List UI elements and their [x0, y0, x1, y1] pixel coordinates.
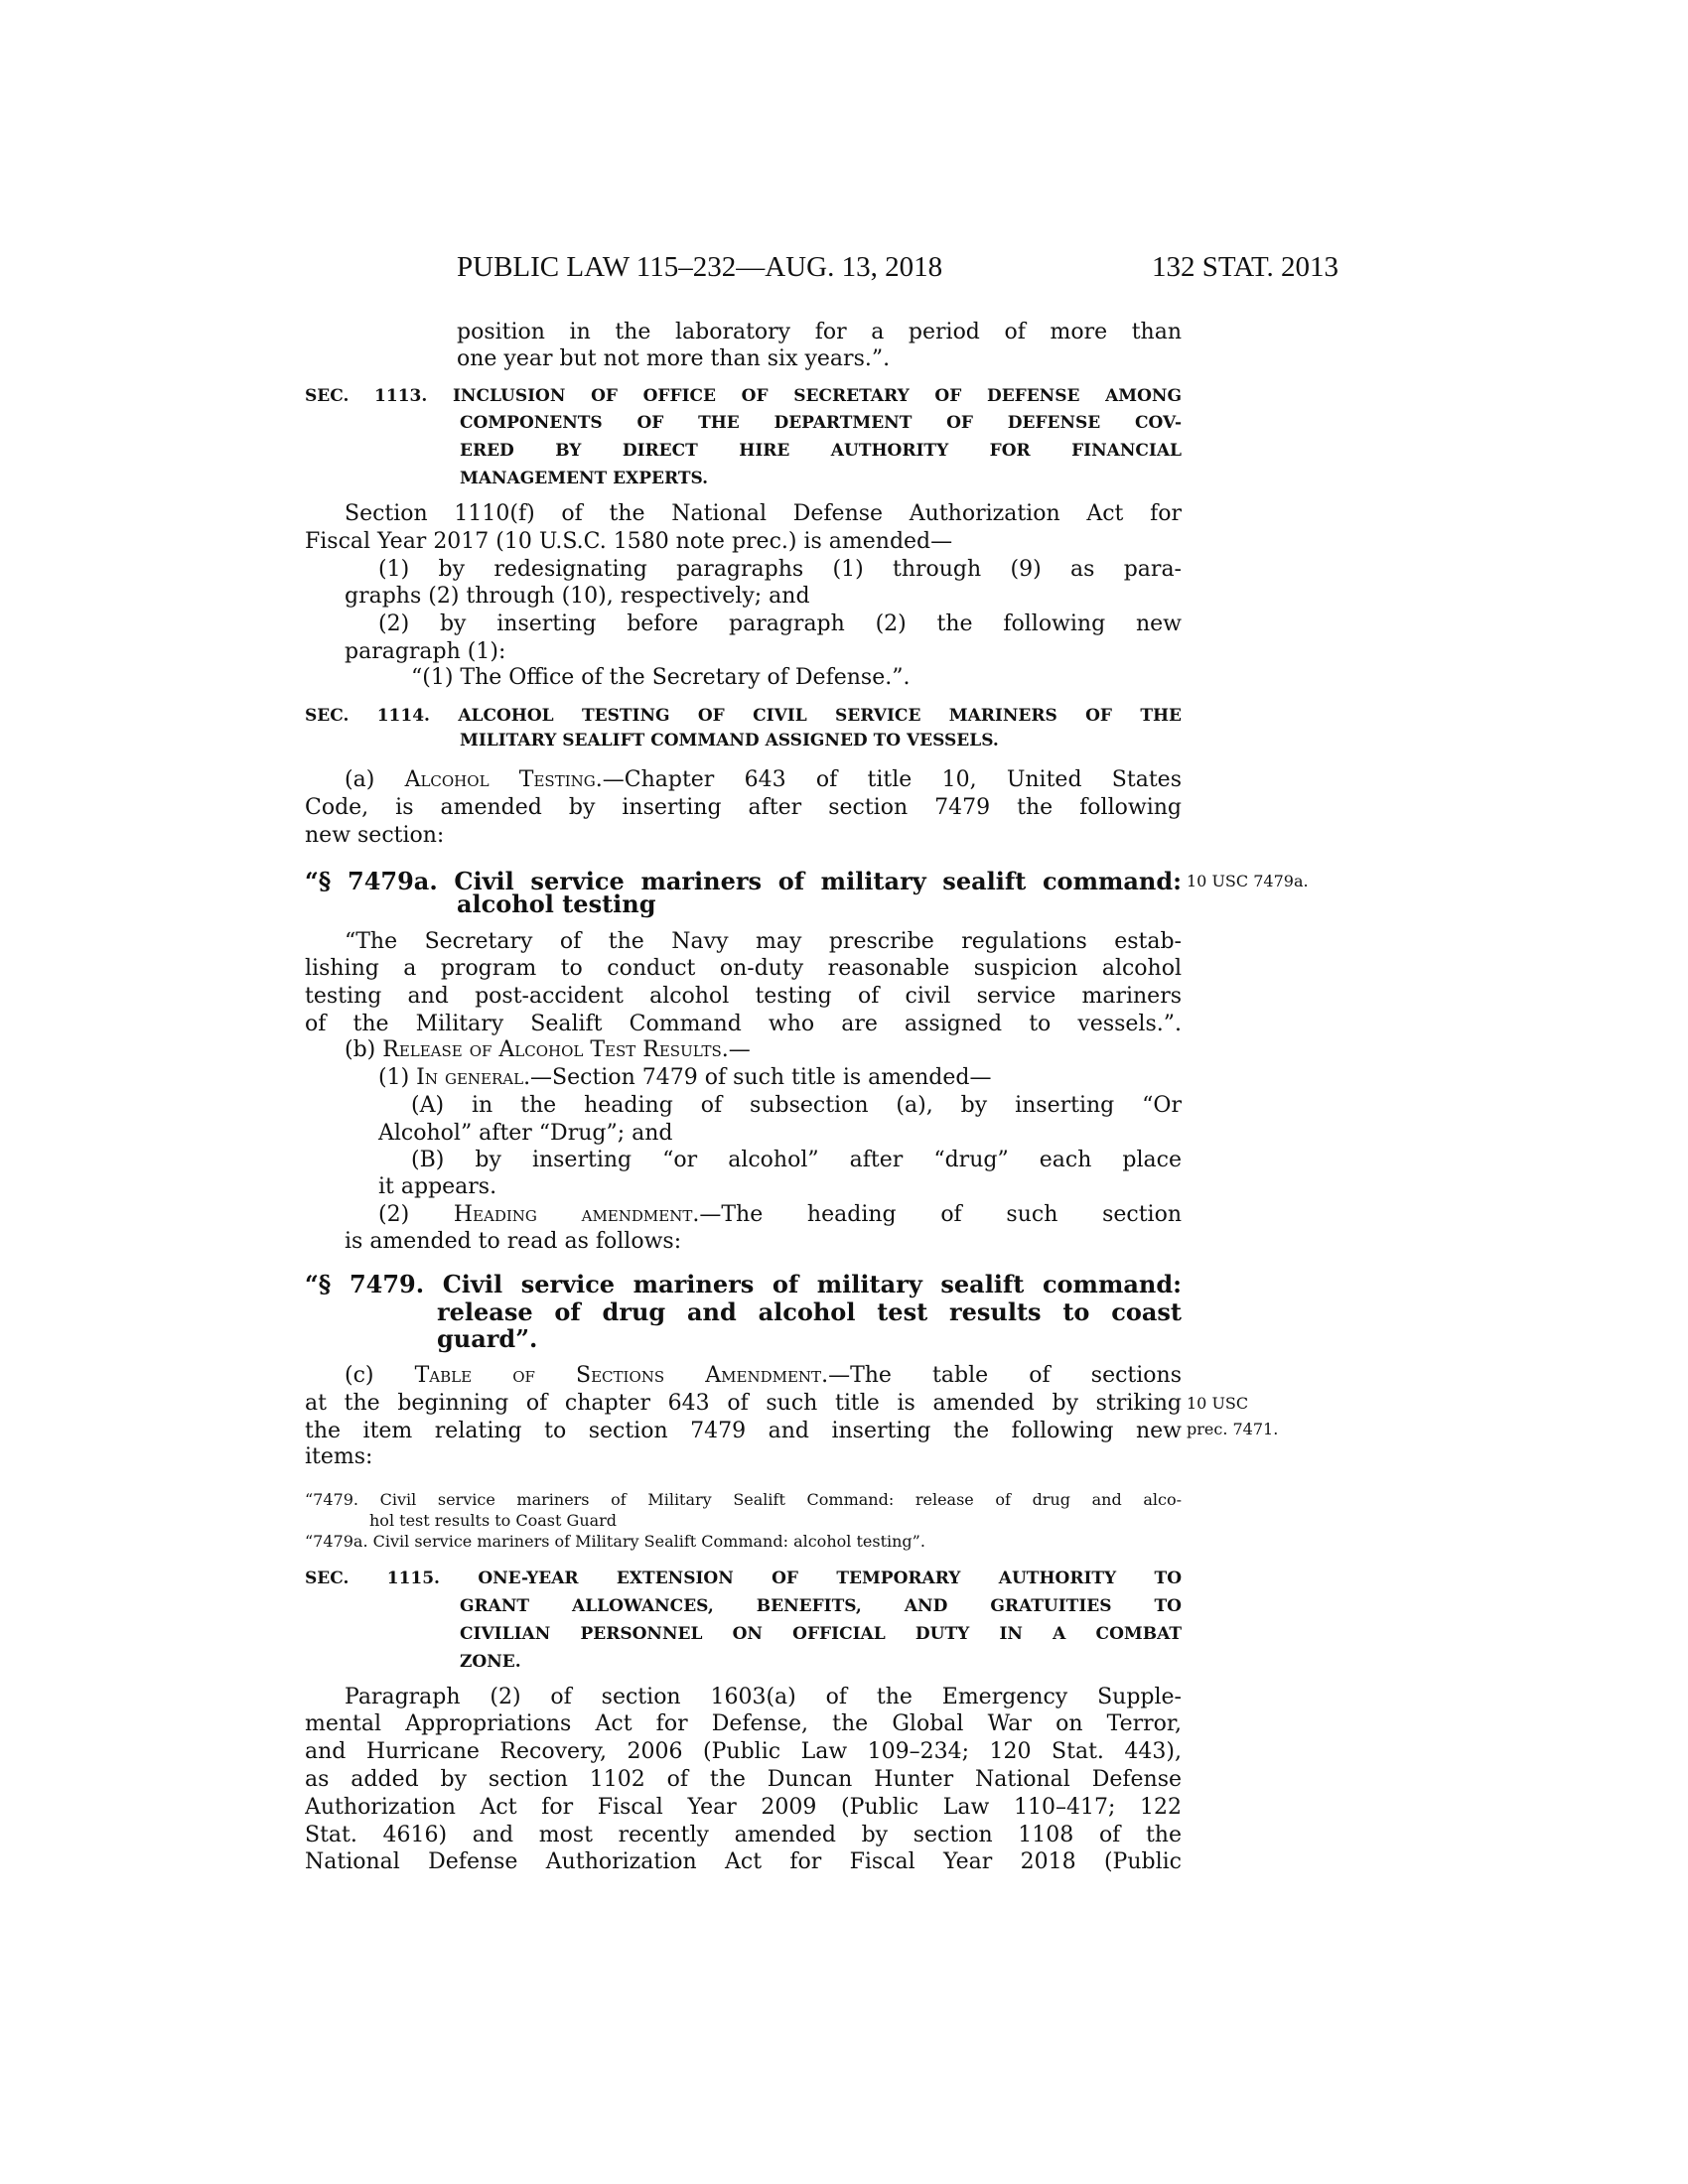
text-line: position in the laboratory for a period of more than — [457, 320, 1182, 344]
text-line: Authorization Act for Fiscal Year 2009 (Public Law 110–417; 122 — [305, 1795, 1182, 1820]
code-section-heading-7479: “§ 7479. Civil service mariners of military sealift command: — [305, 1271, 1182, 1298]
section-heading-line: COMPONENTS OF THE DEPARTMENT OF DEFENSE COV- — [460, 413, 1182, 433]
text-line: (1) In general.—Section 7479 of such title is amended— — [378, 1065, 992, 1090]
text-line: “The Secretary of the Navy may prescribe regulations estab- — [345, 929, 1182, 954]
text-line: (A) in the heading of subsection (a), by inserting “Or — [411, 1093, 1182, 1118]
text-line: (B) by inserting “or alcohol” after “drug” each place — [411, 1148, 1182, 1172]
text-line: (2) by inserting before paragraph (2) the following new — [378, 612, 1182, 636]
text-line: one year but not more than six years.”. — [457, 346, 891, 371]
text-line: items: — [305, 1444, 373, 1469]
text-line: Fiscal Year 2017 (10 U.S.C. 1580 note prec.) is amended— — [305, 529, 953, 554]
text-line: graphs (2) through (10), respectively; and — [345, 584, 810, 609]
text-line: at the beginning of chapter 643 of such title is amended by striking — [305, 1391, 1182, 1416]
margin-note: 10 USC — [1187, 1394, 1249, 1413]
text-line: it appears. — [378, 1174, 497, 1199]
text-line: (1) by redesignating paragraphs (1) through (9) as para- — [378, 557, 1182, 582]
section-heading-line: MANAGEMENT EXPERTS. — [460, 469, 709, 488]
text-line: as added by section 1102 of the Duncan Hunter National Defense — [305, 1767, 1182, 1792]
text-line: is amended to read as follows: — [345, 1229, 682, 1254]
text-line: “(1) The Office of the Secretary of Defense.”. — [411, 665, 911, 690]
section-heading-line: ERED BY DIRECT HIRE AUTHORITY FOR FINANCIAL — [460, 441, 1182, 461]
text-line: the item relating to section 7479 and inserting the following new — [305, 1419, 1182, 1443]
table-of-sections-item: hol test results to Coast Guard — [369, 1511, 618, 1530]
text-line: Code, is amended by inserting after section 7479 the following — [305, 795, 1182, 820]
text-line: (b) Release of Alcohol Test Results.— — [345, 1037, 751, 1062]
margin-note: prec. 7471. — [1187, 1420, 1279, 1438]
section-heading-1115: SEC. 1115. ONE-YEAR EXTENSION OF TEMPORARY AUTHORITY TO — [305, 1569, 1182, 1588]
code-section-heading-line: guard”. — [437, 1324, 538, 1353]
text-line: paragraph (1): — [345, 639, 506, 664]
section-heading-line: MILITARY SEALIFT COMMAND ASSIGNED TO VESSELS. — [460, 731, 999, 751]
text-line: lishing a program to conduct on-duty reasonable suspicion alcohol — [305, 956, 1182, 981]
text-line: mental Appropriations Act for Defense, the Global War on Terror, — [305, 1711, 1182, 1736]
text-line: and Hurricane Recovery, 2006 (Public Law 109–234; 120 Stat. 443), — [305, 1739, 1182, 1764]
margin-note: 10 USC 7479a. — [1187, 872, 1309, 890]
page-stat-number: 132 STAT. 2013 — [1152, 251, 1339, 283]
text-line: (2) Heading amendment.—The heading of such section — [378, 1202, 1182, 1227]
text-line: Stat. 4616) and most recently amended by section 1108 of the — [305, 1823, 1182, 1847]
text-line: Section 1110(f) of the National Defense Authorization Act for — [345, 501, 1182, 526]
text-line: testing and post-accident alcohol testing of civil service mariners — [305, 984, 1182, 1009]
table-of-sections-item: “7479a. Civil service mariners of Military Sealift Command: alcohol testing”. — [305, 1532, 925, 1551]
code-section-heading-7479a: “§ 7479a. Civil service mariners of military sealift command: — [305, 868, 1182, 895]
section-heading-1113: SEC. 1113. INCLUSION OF OFFICE OF SECRETARY OF DEFENSE AMONG — [305, 386, 1182, 406]
text-line: of the Military Sealift Command who are assigned to vessels.”. — [305, 1012, 1182, 1036]
text-line: National Defense Authorization Act for Fiscal Year 2018 (Public — [305, 1849, 1182, 1874]
text-line: Alcohol” after “Drug”; and — [378, 1121, 673, 1146]
text-line: (c) Table of Sections Amendment.—The table of sections — [345, 1363, 1182, 1388]
running-header-title: PUBLIC LAW 115–232—AUG. 13, 2018 — [457, 251, 943, 283]
section-heading-line: ZONE. — [460, 1652, 521, 1672]
section-heading-line: CIVILIAN PERSONNEL ON OFFICIAL DUTY IN A COMBAT — [460, 1624, 1182, 1644]
text-line: (a) Alcohol Testing.—Chapter 643 of title 10, United States — [345, 767, 1182, 792]
code-section-heading-line: release of drug and alcohol test results to coast — [437, 1298, 1182, 1326]
text-line: Paragraph (2) of section 1603(a) of the Emergency Supple- — [345, 1685, 1182, 1709]
section-heading-1114: SEC. 1114. ALCOHOL TESTING OF CIVIL SERVICE MARINERS OF THE — [305, 706, 1182, 726]
section-heading-line: GRANT ALLOWANCES, BENEFITS, AND GRATUITIES TO — [460, 1596, 1182, 1616]
table-of-sections-item: “7479. Civil service mariners of Military Sealift Command: release of drug and alco- — [305, 1490, 1182, 1509]
text-line: new section: — [305, 823, 445, 848]
code-section-heading-line: alcohol testing — [457, 889, 656, 918]
